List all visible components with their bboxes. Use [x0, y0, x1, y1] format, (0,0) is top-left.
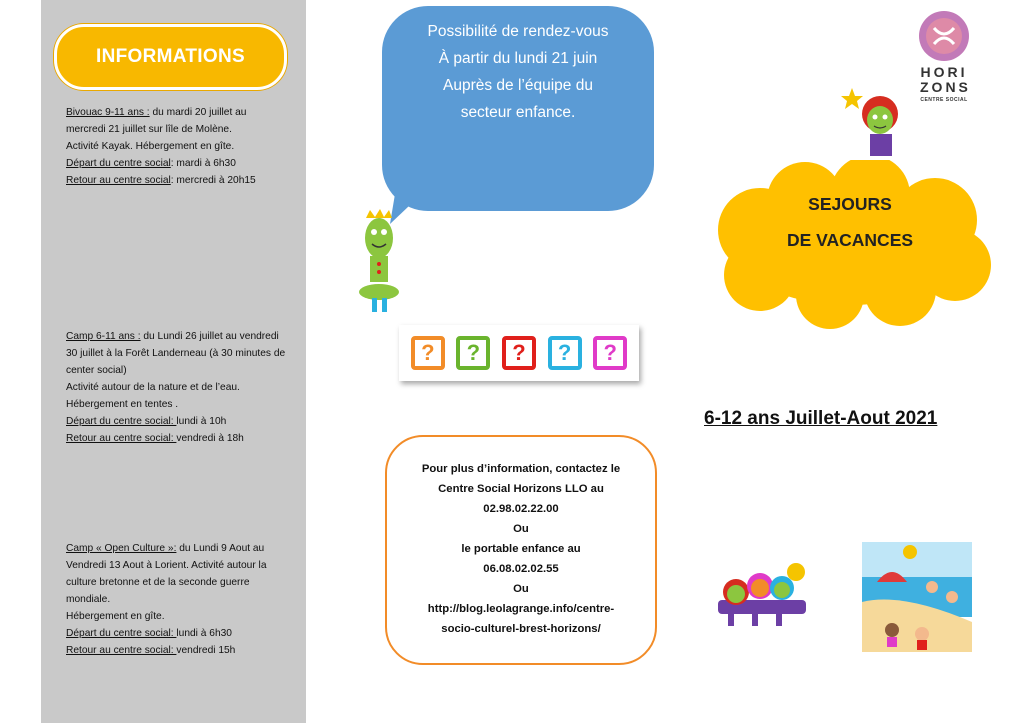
- cloud-title-line: SEJOURS: [808, 194, 892, 214]
- trip-heading: Camp « Open Culture »:: [66, 543, 177, 554]
- kids-group-icon: [712, 560, 812, 630]
- question-mark-icon: ?: [593, 336, 627, 370]
- logo-subtitle: CENTRE SOCIAL: [920, 97, 968, 103]
- question-mark-icon: ?: [502, 336, 536, 370]
- contact-line: Pour plus d’information, contactez le: [421, 463, 621, 475]
- departure-value: lundi à 6h30: [176, 628, 232, 639]
- contact-line: Centre Social Horizons LLO au: [438, 483, 604, 495]
- bubble-line: Auprès de l’équipe du: [443, 77, 593, 94]
- logo-line: HORI: [920, 64, 968, 80]
- trip-block-open-culture: [66, 540, 288, 659]
- return-label: Retour au centre social:: [66, 433, 177, 444]
- departure-label: Départ du centre social:: [66, 628, 177, 639]
- trip-heading: Bivouac 9-11 ans :: [66, 107, 150, 118]
- trip-block-camp-foret: [66, 328, 288, 447]
- contact-url: http://blog.leolagrange.info/centre-: [427, 603, 615, 615]
- trip-heading: Camp 6-11 ans :: [66, 331, 141, 342]
- horizons-logo-icon: [918, 10, 970, 62]
- departure-label: Départ du centre social: [66, 158, 171, 169]
- trip-dates: du Lundi 26 juillet au vendredi 30 juillet à la Forêt Landerneau (à 30 minutes de center social): [66, 331, 286, 376]
- question-mark-icon: ?: [456, 336, 490, 370]
- departure-value: : mardi à 6h30: [170, 158, 236, 169]
- contact-line: Ou: [513, 523, 529, 535]
- trip-block-bivouac: [66, 104, 288, 189]
- cloud-title-line: DE VACANCES: [786, 230, 914, 250]
- question-mark-icon: ?: [548, 336, 582, 370]
- contact-line: le portable enfance au: [461, 543, 581, 555]
- question-mark-icon: ?: [411, 336, 445, 370]
- return-label: Retour au centre social: [66, 175, 171, 186]
- contact-phone: 02.98.02.22.00: [483, 503, 559, 515]
- contact-line: Ou: [513, 583, 529, 595]
- contact-mobile: 06.08.02.02.55: [483, 563, 559, 575]
- beach-scene-icon: [862, 542, 972, 652]
- question-icons-strip: [399, 325, 639, 381]
- trip-activity: Hébergement en gîte.: [66, 611, 165, 622]
- appointment-speech-bubble: [382, 6, 654, 211]
- trip-dates: du Lundi 9 Aout au Vendredi 13 Aout à Lorient. Activité autour la culture bretonne et de la seconde guerre mondiale.: [66, 543, 267, 605]
- age-and-dates-subtitle: 6-12 ans Juillet-Aout 2021: [704, 408, 938, 429]
- trip-dates: du mardi 20 juillet au mercredi 21 juillet sur lîle de Molène.: [66, 107, 247, 135]
- child-character-icon: [830, 84, 910, 164]
- return-value: vendredi à 18h: [176, 433, 244, 444]
- return-value: vendredi 15h: [176, 645, 236, 656]
- informations-title: INFORMATIONS: [96, 46, 245, 67]
- bubble-line: À partir du lundi 21 juin: [438, 50, 598, 67]
- contact-info-box: [385, 435, 657, 665]
- bubble-line: Possibilité de rendez-vous: [427, 23, 609, 40]
- trip-activity: Activité Kayak. Hébergement en gîte.: [66, 141, 235, 152]
- cloud-title: [760, 186, 940, 258]
- contact-url: socio-culturel-brest-horizons/: [441, 623, 601, 635]
- return-value: : mercredi à 20h15: [170, 175, 256, 186]
- departure-label: Départ du centre social:: [66, 416, 177, 427]
- logo-line: ZONS: [920, 79, 971, 95]
- departure-value: lundi à 10h: [176, 416, 227, 427]
- horizons-logo-text: [920, 64, 971, 105]
- bubble-line: secteur enfance.: [460, 104, 576, 121]
- informations-banner: [54, 24, 287, 90]
- return-label: Retour au centre social:: [66, 645, 177, 656]
- mascot-figure-icon: [352, 208, 402, 316]
- trip-activity: Activité autour de la nature et de l’eau. Hébergement en tentes .: [66, 382, 240, 410]
